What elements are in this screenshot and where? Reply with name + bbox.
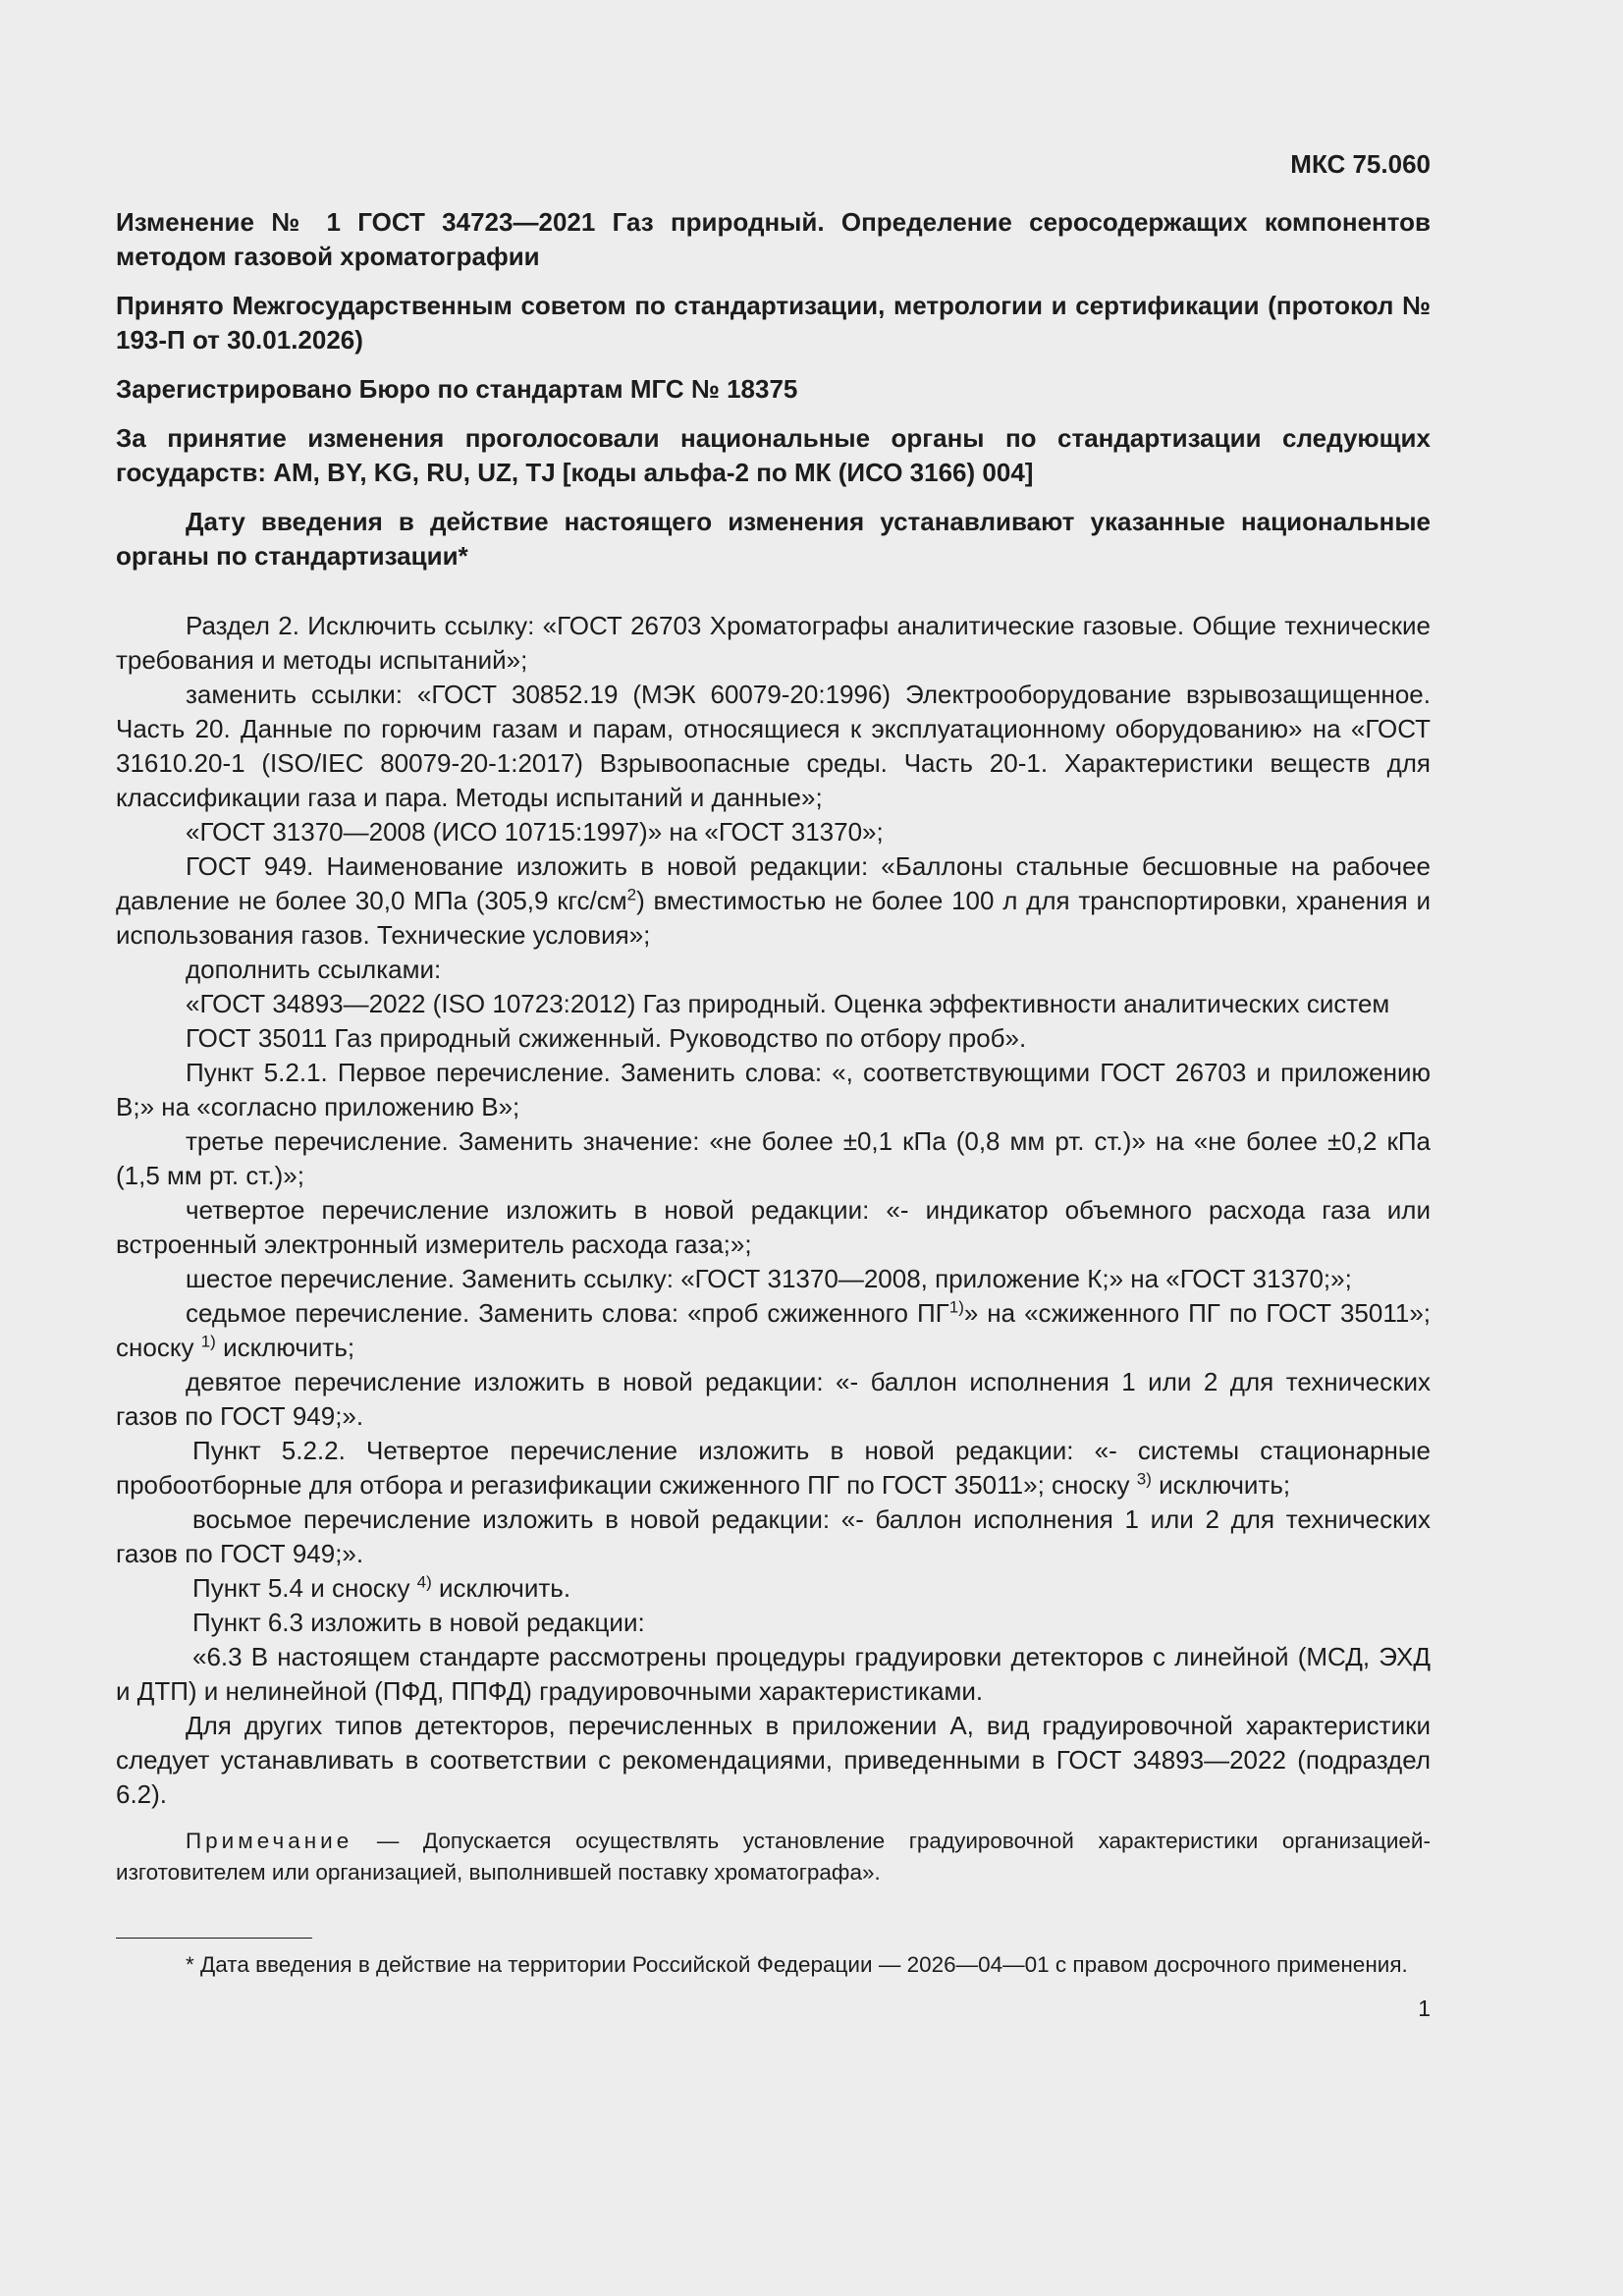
amendment-title: Изменение № 1 ГОСТ 34723—2021 Газ природный. Определение серосодержащих компонентов методом газовой хроматографии [116, 207, 1431, 271]
text-run: Пункт 5.2.2. Четвертое перечисление изложить в новой редакции: «- системы стационарные пробоотборные для отбора и регазификации сжиженного ПГ по ГОСТ 35011»; сноску [116, 1436, 1431, 1500]
superscript: 1) [200, 1332, 216, 1351]
text-run: седьмое перечисление. Заменить слова: «проб сжиженного ПГ [186, 1298, 949, 1328]
mks-code: МКС 75.060 [1290, 149, 1431, 179]
note-text: — Допускается осуществлять установление градуировочной характеристики организацией-изготовителем или организацией, выполнившей поставку хроматографа». [116, 1829, 1431, 1885]
paragraph-6-3-intro: Пункт 6.3 изложить в новой редакции: [192, 1608, 645, 1637]
page-number: 1 [1418, 1995, 1431, 2021]
note-label: Примечание [186, 1829, 353, 1853]
paragraph-fourth-item: четвертое перечисление изложить в новой редакции: «- индикатор объемного расхода газа или встроенный электронный измеритель расхода газа;»; [116, 1195, 1431, 1259]
paragraph-5-2-2 [116, 1434, 1431, 1503]
superscript: 2 [626, 885, 637, 904]
adopted-statement: Принято Межгосударственным советом по стандартизации, метрологии и сертификации (протокол № 193-П от 30.01.2026) [116, 291, 1431, 355]
paragraph-section-2: Раздел 2. Исключить ссылку: «ГОСТ 26703 Хроматографы аналитические газовые. Общие технические требования и методы испытаний»; [116, 611, 1431, 675]
footnote-divider [116, 1938, 312, 1939]
paragraph-5-4 [116, 1571, 1431, 1606]
superscript: 3) [1136, 1469, 1152, 1489]
text-run: исключить; [215, 1333, 355, 1362]
paragraph-ninth-item: девятое перечисление изложить в новой редакции: «- баллон исполнения 1 или 2 для технических газов по ГОСТ 949;». [116, 1367, 1431, 1431]
paragraph-replace-refs: заменить ссылки: «ГОСТ 30852.19 (МЭК 60079-20:1996) Электрооборудование взрывозащищенное. Часть 20. Данные по горючим газам и парам, относящиеся к эксплуатационному оборудованию» на «ГОСТ 31610.20-1 (ISO/IEC 80079-20-1:2017) Взрывоопасные среды. Часть 20-1. Характеристики веществ для классификации газа и пара. Методы испытаний и данные»; [116, 680, 1431, 812]
paragraph-gost-35011: ГОСТ 35011 Газ природный сжиженный. Руководство по отбору проб». [186, 1023, 1027, 1053]
effective-date-statement: Дату введения в действие настоящего изменения устанавливают указанные национальные органы по стандартизации* [116, 507, 1431, 571]
text-run: исключить. [431, 1573, 571, 1603]
paragraph-gost-949 [116, 849, 1431, 953]
superscript: 1) [948, 1297, 964, 1317]
voting-statement: За принятие изменения проголосовали национальные органы по стандартизации следующих государств: AM, BY, KG, RU, UZ, TJ [коды альфа-2 по МК (ИСО 3166) 004] [116, 423, 1431, 487]
paragraph-6-3-text: «6.3 В настоящем стандарте рассмотрены процедуры градуировки детекторов с линейной (МСД, ЭХД и ДТП) и нелинейной (ПФД, ППФД) градуировочными характеристиками. [116, 1642, 1431, 1706]
text-run: ГОСТ 949. Наименование изложить в новой редакции: «Баллоны стальные бесшовные на рабочее давление не более 30,0 МПа (305,9 кгс/см [116, 851, 1431, 915]
paragraph-sixth-item: шестое перечисление. Заменить ссылку: «ГОСТ 31370—2008, приложение К;» на «ГОСТ 31370;»; [186, 1264, 1352, 1293]
paragraph-gost-34893: «ГОСТ 34893—2022 (ISO 10723:2012) Газ природный. Оценка эффективности аналитических систем [186, 989, 1390, 1018]
text-run: исключить; [1151, 1470, 1291, 1500]
footnote: * Дата введения в действие на территории Российской Федерации — 2026—04—01 с правом досрочного применения. [186, 1952, 1408, 1977]
note [116, 1826, 1431, 1888]
paragraph-5-2-1: Пункт 5.2.1. Первое перечисление. Заменить слова: «, соответствующими ГОСТ 26703 и приложению В;» на «согласно приложению В»; [116, 1058, 1431, 1121]
paragraph-third-item: третье перечисление. Заменить значение: «не более ±0,1 кПа (0,8 мм рт. ст.)» на «не более ±0,2 кПа (1,5 мм рт. ст.)»; [116, 1126, 1431, 1190]
paragraph-eighth-item: восьмое перечисление изложить в новой редакции: «- баллон исполнения 1 или 2 для технических газов по ГОСТ 949;». [116, 1504, 1431, 1568]
paragraph-gost-31370: «ГОСТ 31370—2008 (ИСО 10715:1997)» на «ГОСТ 31370»; [186, 817, 884, 847]
text-run: » на «сжиженного ПГ по ГОСТ 35011»; сноску [116, 1298, 1432, 1362]
superscript: 4) [416, 1572, 432, 1592]
paragraph-add-refs: дополнить ссылками: [186, 955, 442, 984]
text-run: Пункт 5.4 и сноску [192, 1573, 417, 1603]
amendment-body [116, 609, 1431, 1888]
text-run: ) вместимостью не более 100 л для транспортировки, хранения и использования газов. Технические условия»; [116, 886, 1432, 950]
paragraph-other-detectors: Для других типов детекторов, перечисленных в приложении А, вид градуировочной характеристики следует устанавливать в соответствии с рекомендациями, приведенными в ГОСТ 34893—2022 (подраздел 6.2). [116, 1711, 1431, 1809]
registration-statement: Зарегистрировано Бюро по стандартам МГС № 18375 [116, 374, 798, 404]
paragraph-seventh-item [116, 1296, 1431, 1365]
